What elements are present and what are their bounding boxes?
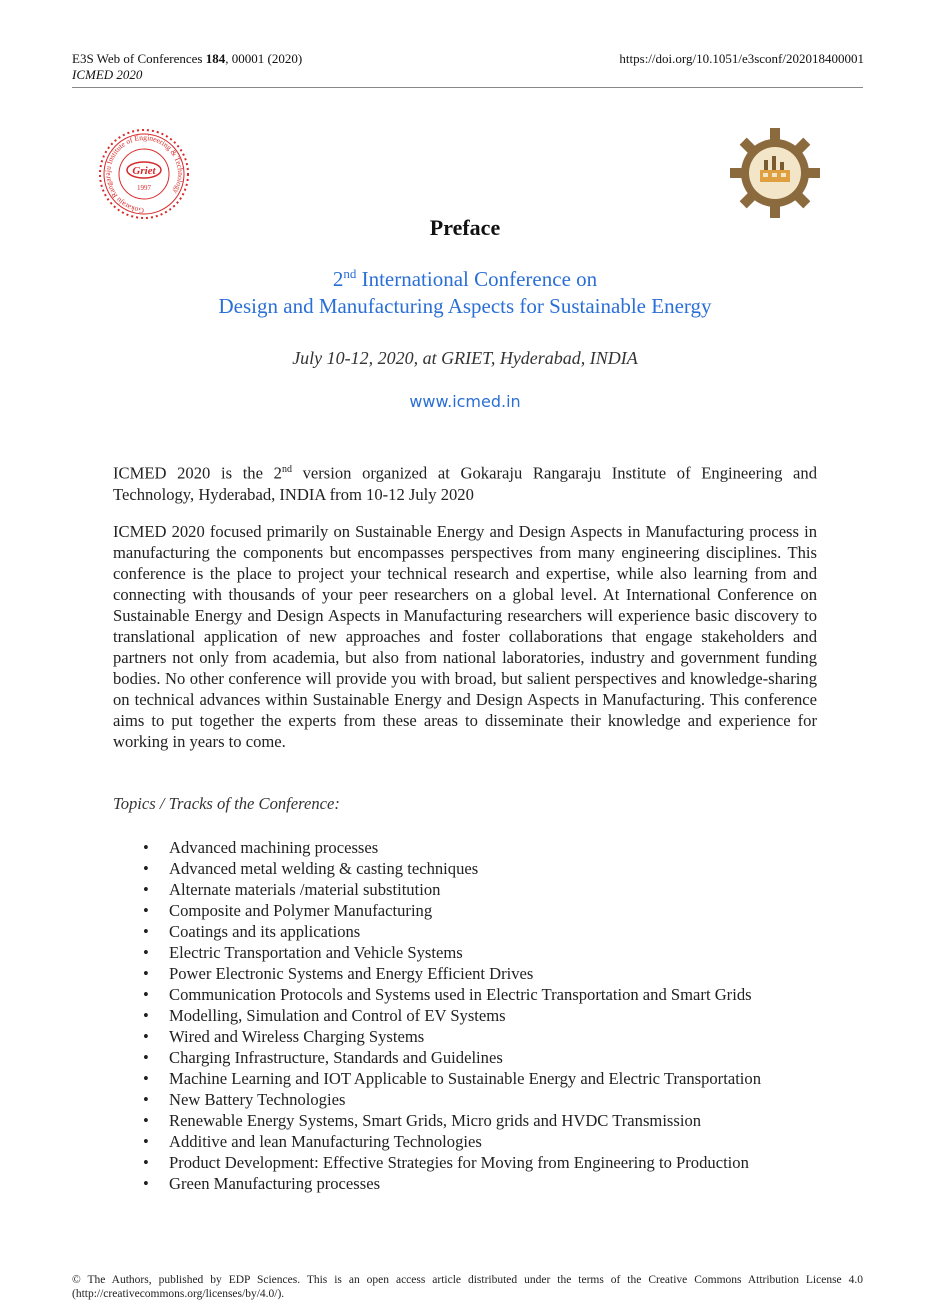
conference-acronym: ICMED 2020 — [72, 67, 143, 82]
bullet-icon: • — [143, 1048, 149, 1067]
conference-date-venue: July 10-12, 2020, at GRIET, Hyderabad, INDIA — [292, 348, 638, 368]
bullet-icon: • — [143, 901, 149, 920]
list-item: • Renewable Energy Systems, Smart Grids, Micro grids and HVDC Transmission — [143, 1111, 702, 1130]
header-divider — [72, 87, 863, 88]
list-item: • Power Electronic Systems and Energy Efficient Drives — [143, 964, 534, 983]
list-item: • Communication Protocols and Systems used in Electric Transportation and Smart Grids — [143, 985, 752, 1004]
bullet-icon: • — [143, 1090, 149, 1109]
page-title: Preface — [429, 215, 501, 240]
griet-logo-year: 1997 — [137, 184, 151, 192]
running-header-left — [72, 51, 302, 83]
list-item: • Alternate materials /material substitution — [143, 880, 441, 899]
bullet-icon: • — [143, 943, 149, 962]
bullet-icon: • — [143, 1027, 149, 1046]
icmed-gear-logo — [730, 128, 820, 218]
list-item: • Machine Learning and IOT Applicable to Sustainable Energy and Electric Transportation — [143, 1069, 762, 1088]
bullet-icon: • — [143, 838, 149, 857]
bullet-icon: • — [143, 1132, 149, 1151]
conference-website-link[interactable]: www.icmed.in — [409, 392, 521, 411]
bullet-icon: • — [143, 985, 149, 1004]
conference-name-line1: 2nd International Conference on — [332, 266, 598, 291]
griet-logo — [92, 128, 197, 223]
bullet-icon: • — [143, 1153, 149, 1172]
doi-link[interactable]: https://doi.org/10.1051/e3sconf/202018400001 — [619, 51, 864, 66]
intro-paragraph: ICMED 2020 is the 2nd version organized at Gokaraju Rangaraju Institute of Engineering and Technology, Hyderabad, INDIA from 10-12 July 2020 — [113, 463, 817, 504]
topics-list — [140, 837, 820, 1194]
bullet-icon: • — [143, 859, 149, 878]
griet-logo-wordmark: Griet — [132, 165, 156, 177]
bullet-icon: • — [143, 880, 149, 899]
topics-heading: Topics / Tracks of the Conference: — [113, 794, 340, 813]
list-item: • New Battery Technologies — [143, 1090, 346, 1109]
list-item: • Composite and Polymer Manufacturing — [143, 901, 433, 920]
volume-number: 184 — [205, 51, 226, 66]
bullet-icon: • — [143, 1069, 149, 1088]
list-item: • Electric Transportation and Vehicle Systems — [143, 943, 463, 962]
bullet-icon: • — [143, 1111, 149, 1130]
griet-ring-text: Gokaraju Rangaraju Institute of Engineering & Technology — [103, 132, 186, 216]
list-item: • Modelling, Simulation and Control of EV Systems — [143, 1006, 506, 1025]
license-footer: © The Authors, published by EDP Sciences. This is an open access article distributed under the terms of the Creative Commons Attribution License 4.0 (http://creativecommons.org/licenses/by/4.0/). — [72, 1274, 863, 1300]
list-item: • Green Manufacturing processes — [143, 1174, 381, 1193]
conference-name-line2: Design and Manufacturing Aspects for Sustainable Energy — [218, 294, 712, 318]
list-item: • Advanced machining processes — [143, 838, 379, 857]
list-item: • Additive and lean Manufacturing Technologies — [143, 1132, 482, 1151]
bullet-icon: • — [143, 964, 149, 983]
list-item: • Product Development: Effective Strategies for Moving from Engineering to Production — [143, 1153, 749, 1172]
list-item: • Wired and Wireless Charging Systems — [143, 1027, 425, 1046]
bullet-icon: • — [143, 1174, 149, 1193]
journal-citation: E3S Web of Conferences 184, 00001 (2020) — [72, 51, 303, 66]
bullet-icon: • — [143, 1006, 149, 1025]
list-item: • Advanced metal welding & casting techniques — [143, 859, 479, 878]
list-item: • Coatings and its applications — [143, 922, 361, 941]
bullet-icon: • — [143, 922, 149, 941]
list-item: • Charging Infrastructure, Standards and Guidelines — [143, 1048, 503, 1067]
focus-paragraph: ICMED 2020 focused primarily on Sustainable Energy and Design Aspects in Manufacturing process in manufacturing the components but encompasses perspectives from many engineering disciplines. This conference is the place to project your technical research and expertise, while also learning from and connecting with thousands of your peer researchers on a global level. At International Conference on Sustainable Energy and Design Aspects in Manufacturing researchers will experience basic discovery to translational application of new approaches and foster collaborations that engage stakeholders and partners not only from academia, but also from national laboratories, industry and government funding bodies. No other conference will provide you with broad, but salient perspectives and knowledge-sharing on technical advances within Sustainable Energy and Design Aspects in Manufacturing. This conference aims to put together the experts from these areas to disseminate their knowledge and experience for working in years to come. — [113, 522, 817, 751]
